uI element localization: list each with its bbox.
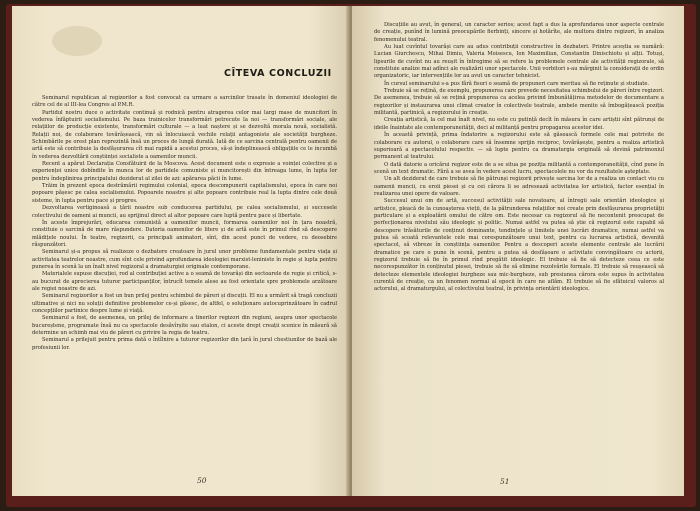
paragraph: Au luat cuvîntul tovarăși care au adus contribuții constructive în dezbateri. Printre aceștia se numără: Lucian Giurchescu, Mihai Dimiu, Valeria Moisescu, Ion Maximilian, Constantin Dinischiotu și alții. Totuși, lipsurile de cuvînt nu au reușit în întregime să se refere la problemele centrale ale activității regizorale, să constituie analize mai adînci ale realizării unor spectacole. Unii vorbitori s-au mărginit la considerații de ordin organizatoric, iar intervențiile lor au avut un caracter tehnicist. [374,44,664,80]
paper-stain [52,26,102,56]
page-number-right: 51 [500,477,510,486]
paragraph: Recent a apărut Declarația Consfătuirii de la Moscova. Acest document este o expresie a voinței colective și a experienței unice dobîndite în munca lor de partidele comuniste și muncitorești din întreaga lume, în lupta lor pentru îndeplinirea principalului deziderat al zilei de azi: apărarea păcii în lume. [32,161,337,182]
paragraph: Materialele supuse discuției, rod al contribuției active a o seamă de tovarăși din sectoarele de regie și critică, s-au bucurat de aprecierea tuturor participanților, întrucît temele alese au fost orientate spre problemele arzătoare ale regiei noastre de azi. [32,271,337,292]
page-title: CÎTEVA CONCLUZII [224,68,332,79]
right-page-text [374,22,664,294]
paragraph: În această privință, prima îndatorire a regizorului este să găsească formele cele mai potrivite de colaborare cu autorul, o colaborare care să însemne sprijin reciproc, tovărășește, pentru a realiza artistică superioară a spectacolului respectiv. — să lupte pentru ca dramaturgia originală să devină patrimoniul permanent al teatrului. [374,132,664,161]
left-page [12,6,350,496]
paragraph: Un alt deziderat de care trebuie să fie pătrunși regizorii privește sarcina lor de a realiza un contact viu cu oamenii muncii, cu eroii piesei și cu cei cărora li se adresează activitatea lor artistică, factor esențial în realizarea unei opere de valoare. [374,176,664,197]
left-page-text [32,95,337,352]
paragraph: Trăim în prezent epoca destrămării regimului colonial, epoca descompunerii capitalismului, epoca în care noi popoare pășesc pe calea socialismului. Popoarele noastre și alte popoare contribuie real la lupta dintre cele două sisteme, în lupta pentru pace și progres. [32,183,337,204]
paragraph: În cursul seminarului s-a pus fără fisuri o seamă de propuneri care meritau să fie reținute și studiate. [384,80,650,87]
paragraph: O dată datorie a oricărui regizor este de a se situa pe poziția militantă a contemporaneității, cînd pune în scenă un text dramatic. Fără a se avea în vedere acest lucru, spectacolele nu vor da rezultatele așteptate. [374,161,664,175]
paragraph: Partidul nostru duce o activitate continuă și rodnică pentru atragerea celor mai largi mase de muncitori în vederea înfăptuirii socialismului. Pe baza trainicelor transformări petrecute la noi — transformări sociale, ale relațiilor de producție existente, transformări culturale — a luat naștere și se dezvoltă morala nouă, socialistă. Relații noi, de colaborare tovărășească, vin să înlocuiască vechile relații antagoniste ale societății burgheze. Schimbările pe orest plan reprezintă însă un proces de lungă durată. Iată de ce sarcina centrală pentru oamenii de artă este să contribuie la desfășurarea cît mai rapidă a acestui proces, să-și îndeplinească obligațiile ce le incumbă în vederea dezvoltării conștiinței socialiste a oamenilor muncii. [32,109,337,160]
paragraph: Trebuie să se rețină, de exemplu, propunerea care prevede necesitatea schimbului de păreri între regizori. De asemenea, trebuie să se rețină propunerea ca acelea privind îmbunătățirea metodelor de documentare a regizorilor și instaurarea unui climat creator în colectivele teatrale, ambele menite să îmbogățească poziția militantă, partinică, a regizorului în creație. [374,88,664,117]
page-number-left: 50 [197,476,207,485]
paragraph: Seminarul regizorilor a fost un bun prilej pentru schimbul de păreri și discuții. El nu a urmărit să tragă concluzii ultimative și nici nu soluții definitive problemelor ce-și găsesc, de altfel, o soluționare autocuprinzătoare în cadrul concepțiilor partinice despre lume și viață. [32,293,337,314]
paragraph: Dezvoltarea vertiginoasă a țării noastre sub conducerea partidului, pe calea socialismului, și succesele colectivului de oameni ai muncii, au sprijinul direct al altor popoare care luptă pentru pace și libertate. [32,205,337,219]
paragraph: În aceste împrejurări, educarea comunistă a oamenilor muncii, formarea oamenilor noi în țara noastră, constituie o sarcină de mare răspundere. Datoria oamenilor de litere și de artă este în primul rînd să descopere mlădițele noului. În teatre, regizorii, ca principali animatori, sînt, din acest punct de vedere, cu deosebire răspunzători. [32,219,337,248]
paragraph: Discuțiile au avut, în general, un caracter serios; acest fapt a dus la aprofundarea unor aspecte centrale de creație, punînd în lumină preocupările fierbinți, sincere și hotărîte, ale multora dintre regizori, în analiza fenomenului teatral. [374,22,664,43]
paragraph: Seminarul republican al regizorilor a fost convocat ca urmare a sarcinilor trasate în domeniul ideologiei de către cel de al III-lea Congres al P.M.R. [32,95,337,109]
right-page [352,6,684,496]
paragraph: Seminarul a prilejuit pentru prima dată o întîlnire a tuturor regizorilor din țară în jurul chestiunilor de bază ale profesiunii lor. [32,337,337,351]
paragraph: Succesul unui om de artă, succesul activității sale novatoare, al întregii sale orientări ideologice și artistice, pleacă de la cunoașterea vieții, de la pătrunderea relațiilor noi create prin desfășurarea proprietății particulare și a exploatării omului de către om. Este necesar ca regizorul să fie necontenit preocupat de perfecționarea nivelului său ideologic și politic. Numai astfel va putea să știe că regizorul este capabil să descopere trăsăturile de conținut dominante, tendințele și limitele unei lucrări dramatice, numai astfel va putea să scoată relevantele cele mai corespunzătoare unui text, pentru ca lucrarea artistică, devenită spectacol, să vibreze în conștiința oamenilor. Pentru a descoperi aceste elemente centrale ale lucrării dramatice pe care o pune în scenă, pentru a putea să desfășoare o activitate convingătoare cu actorii, regizorul trebuie să fie în primul rînd pregătit ideologic. El trebuie să fie să detecteze ceea ce este necorespunzător în conținutul piesei, trebuie să fie să elimine rezolvările formale. El trebuie să reușească să detecteze elementele ideologiei burgheze sau mic-burgheze, sub presiunea cărora este supus în activitatea curentă de creație, ca un fenomen normal al epocii în care ne aflăm. El trebuie să fie sfătuicul valoros al actorului, al dramaturgului, al colectivului teatral, în privința orientării ideologice. [374,198,664,293]
paragraph: Seminarul și-a propus să realizeze o dezbatere creatoare în jurul unor probleme fundamentale pentru viața și activitatea teatrelor noastre, cum sînt cele privind aprofundarea ideologiei marxist-leniniste în regie și lupta pentru punerea în scenă la un înalt nivel regizoral a dramaturgiei originale contemporane. [32,249,337,270]
paragraph: Creația artistică, la cel mai înalt nivel, nu este cu putință decît în măsura în care artiștii sînt pătrunși de ideile înaintate ale contemporaneității, deci al militanță pentru propagarea acestor idei. [374,117,664,131]
paragraph: Seminarul a fost, de asemenea, un prilej de informare a tinerilor regizori din regiuni, asupra unor spectacole bucureștene, programate însă nu ca spectacole desăvîrșite sau etalon, ci aceste drept creații scenice în măsură să determine un schimb mai viu de păreri cu privire la regia de teatru. [32,315,337,336]
